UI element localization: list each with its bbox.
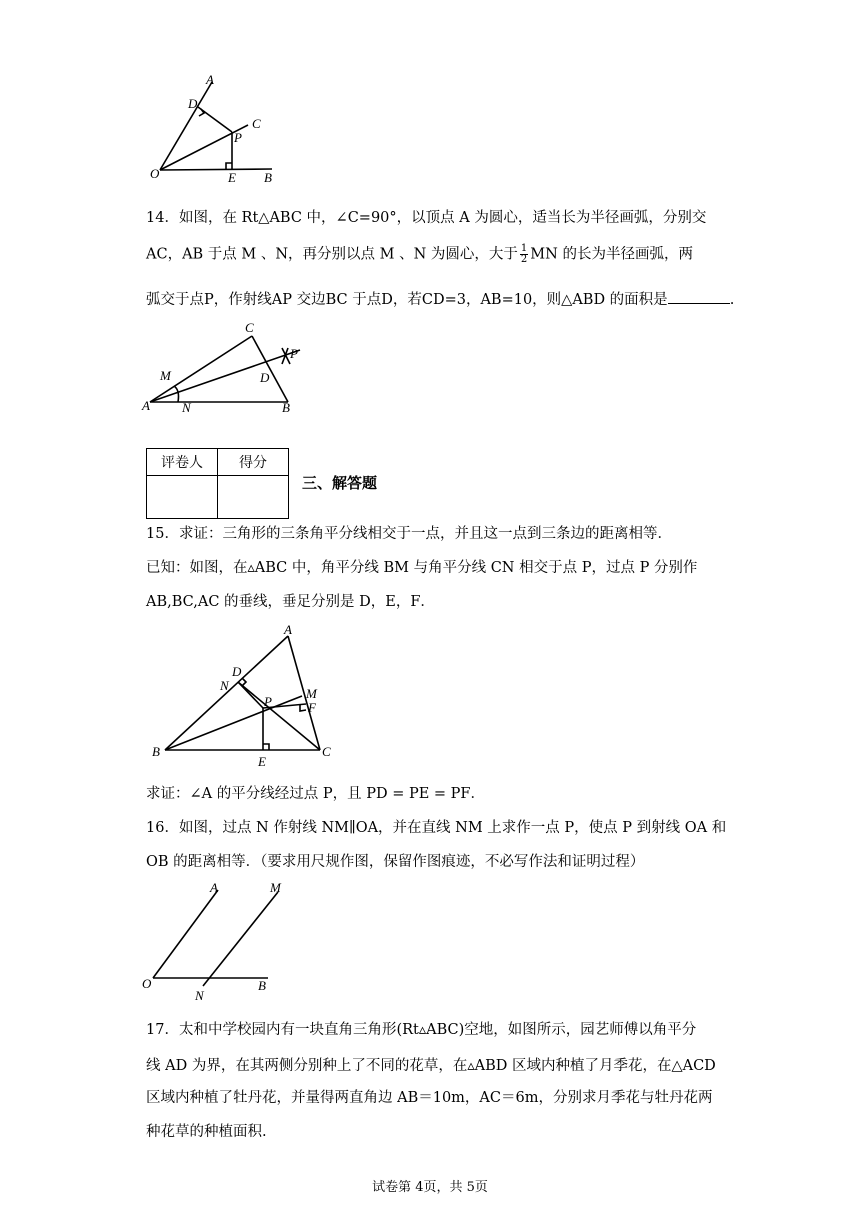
- q17-line1: 17．太和中学校园内有一块直角三角形(Rt▵ABC)空地，如图所示，园艺师傅以角平分: [146, 1022, 697, 1038]
- label-n: N: [182, 400, 191, 415]
- q14-line2-a: AC，AB 于点 M 、N，再分别以点 M 、N 为圆心，大于: [146, 246, 518, 263]
- q14-line3-text: 弧交于点P，作射线AP 交边BC 于点D，若CD=3，AB=10，则△ABD 的面积是: [146, 292, 668, 308]
- score-cell[interactable]: [218, 476, 289, 519]
- label-d: D: [188, 96, 198, 111]
- answer-blank[interactable]: [668, 291, 730, 304]
- label-a: A: [142, 398, 150, 413]
- ray-ob: [160, 169, 272, 170]
- ray-oa: [153, 890, 218, 978]
- label-e: E: [258, 754, 266, 769]
- ray-ap: [150, 350, 300, 402]
- label-a: A: [206, 72, 214, 87]
- q15-line3: AB,BC,AC 的垂线，垂足分别是 D，E，F．: [146, 594, 435, 610]
- q14-line1: 14．如图，在 Rt△ABC 中，∠C=90°，以顶点 A 为圆心，适当长为半径画弧，分别交: [146, 210, 707, 226]
- figure-q14: [140, 318, 320, 418]
- label-b: B: [258, 978, 266, 993]
- grader-cell[interactable]: [147, 476, 218, 519]
- label-m: M: [160, 368, 171, 383]
- ray-nm: [203, 892, 278, 986]
- bisector-bm: [165, 696, 302, 750]
- label-e: E: [228, 170, 236, 185]
- label-o: O: [150, 166, 160, 181]
- score-header: 得分: [218, 449, 289, 476]
- label-c: C: [252, 116, 261, 131]
- q14-line3: [146, 290, 735, 310]
- label-p: P: [234, 130, 242, 145]
- q15-prove: 求证：∠A 的平分线经过点 P，且 PD = PE = PF．: [146, 786, 485, 802]
- label-b: B: [152, 744, 160, 759]
- figure-q15: [140, 616, 350, 776]
- section-title: 三、解答题: [302, 474, 378, 492]
- q14-line2: [146, 244, 726, 265]
- fraction-one-half: $\frac{1}{2}$: [520, 243, 528, 265]
- page-footer: 试卷第 4页，共 5页: [372, 1180, 488, 1195]
- label-d: D: [260, 370, 270, 385]
- q17-line3: 区域内种植了牡丹花，并量得两直角边 AB＝10m，AC＝6m，分别求月季花与牡丹花两: [146, 1090, 713, 1106]
- grader-header: 评卷人: [147, 449, 218, 476]
- label-n: N: [220, 678, 229, 693]
- label-o: O: [142, 976, 152, 991]
- label-a: A: [284, 622, 292, 637]
- label-f: F: [308, 700, 316, 715]
- q14-line2-b: MN 的长为半径画弧，两: [530, 246, 693, 263]
- side-cb: [252, 336, 288, 402]
- figure-q13: [140, 70, 290, 190]
- label-p: P: [290, 346, 298, 361]
- q17-line2: 线 AD 为界，在其两侧分别种上了不同的花草，在▵ABD 区域内种植了月季花，在△ACD: [146, 1058, 716, 1074]
- perp-pd: [238, 682, 263, 708]
- label-p: P: [264, 694, 272, 709]
- score-table: [146, 448, 289, 519]
- label-m: M: [270, 880, 281, 895]
- q17-line4: 种花草的种植面积.: [146, 1124, 267, 1140]
- right-angle-e: [226, 163, 232, 169]
- label-b: B: [264, 170, 272, 185]
- label-n: N: [195, 988, 204, 1003]
- right-angle-e: [263, 744, 269, 750]
- q16-line1: 16．如图，过点 N 作射线 NM∥OA，并在直线 NM 上求作一点 P，使点 P 到射线 OA 和: [146, 820, 727, 836]
- q15-line2: 已知：如图，在▵ABC 中，角平分线 BM 与角平分线 CN 相交于点 P，过点 P 分别作: [146, 560, 698, 576]
- q15-line1: 15．求证：三角形的三条角平分线相交于一点，并且这一点到三条边的距离相等．: [146, 526, 672, 542]
- label-d: D: [232, 664, 242, 679]
- label-b: B: [282, 400, 290, 415]
- figure-q16: [140, 876, 290, 1006]
- label-c: C: [245, 320, 254, 335]
- right-angle-d: [242, 678, 246, 686]
- label-c: C: [322, 744, 331, 759]
- q14-line3-end: .: [729, 292, 735, 308]
- label-a: A: [210, 880, 218, 895]
- right-angle-f: [300, 705, 306, 711]
- q16-line2: OB 的距离相等．（要求用尺规作图，保留作图痕迹，不必写作法和证明过程）: [146, 854, 645, 870]
- side-ba: [165, 636, 288, 750]
- label-m: M: [306, 686, 317, 701]
